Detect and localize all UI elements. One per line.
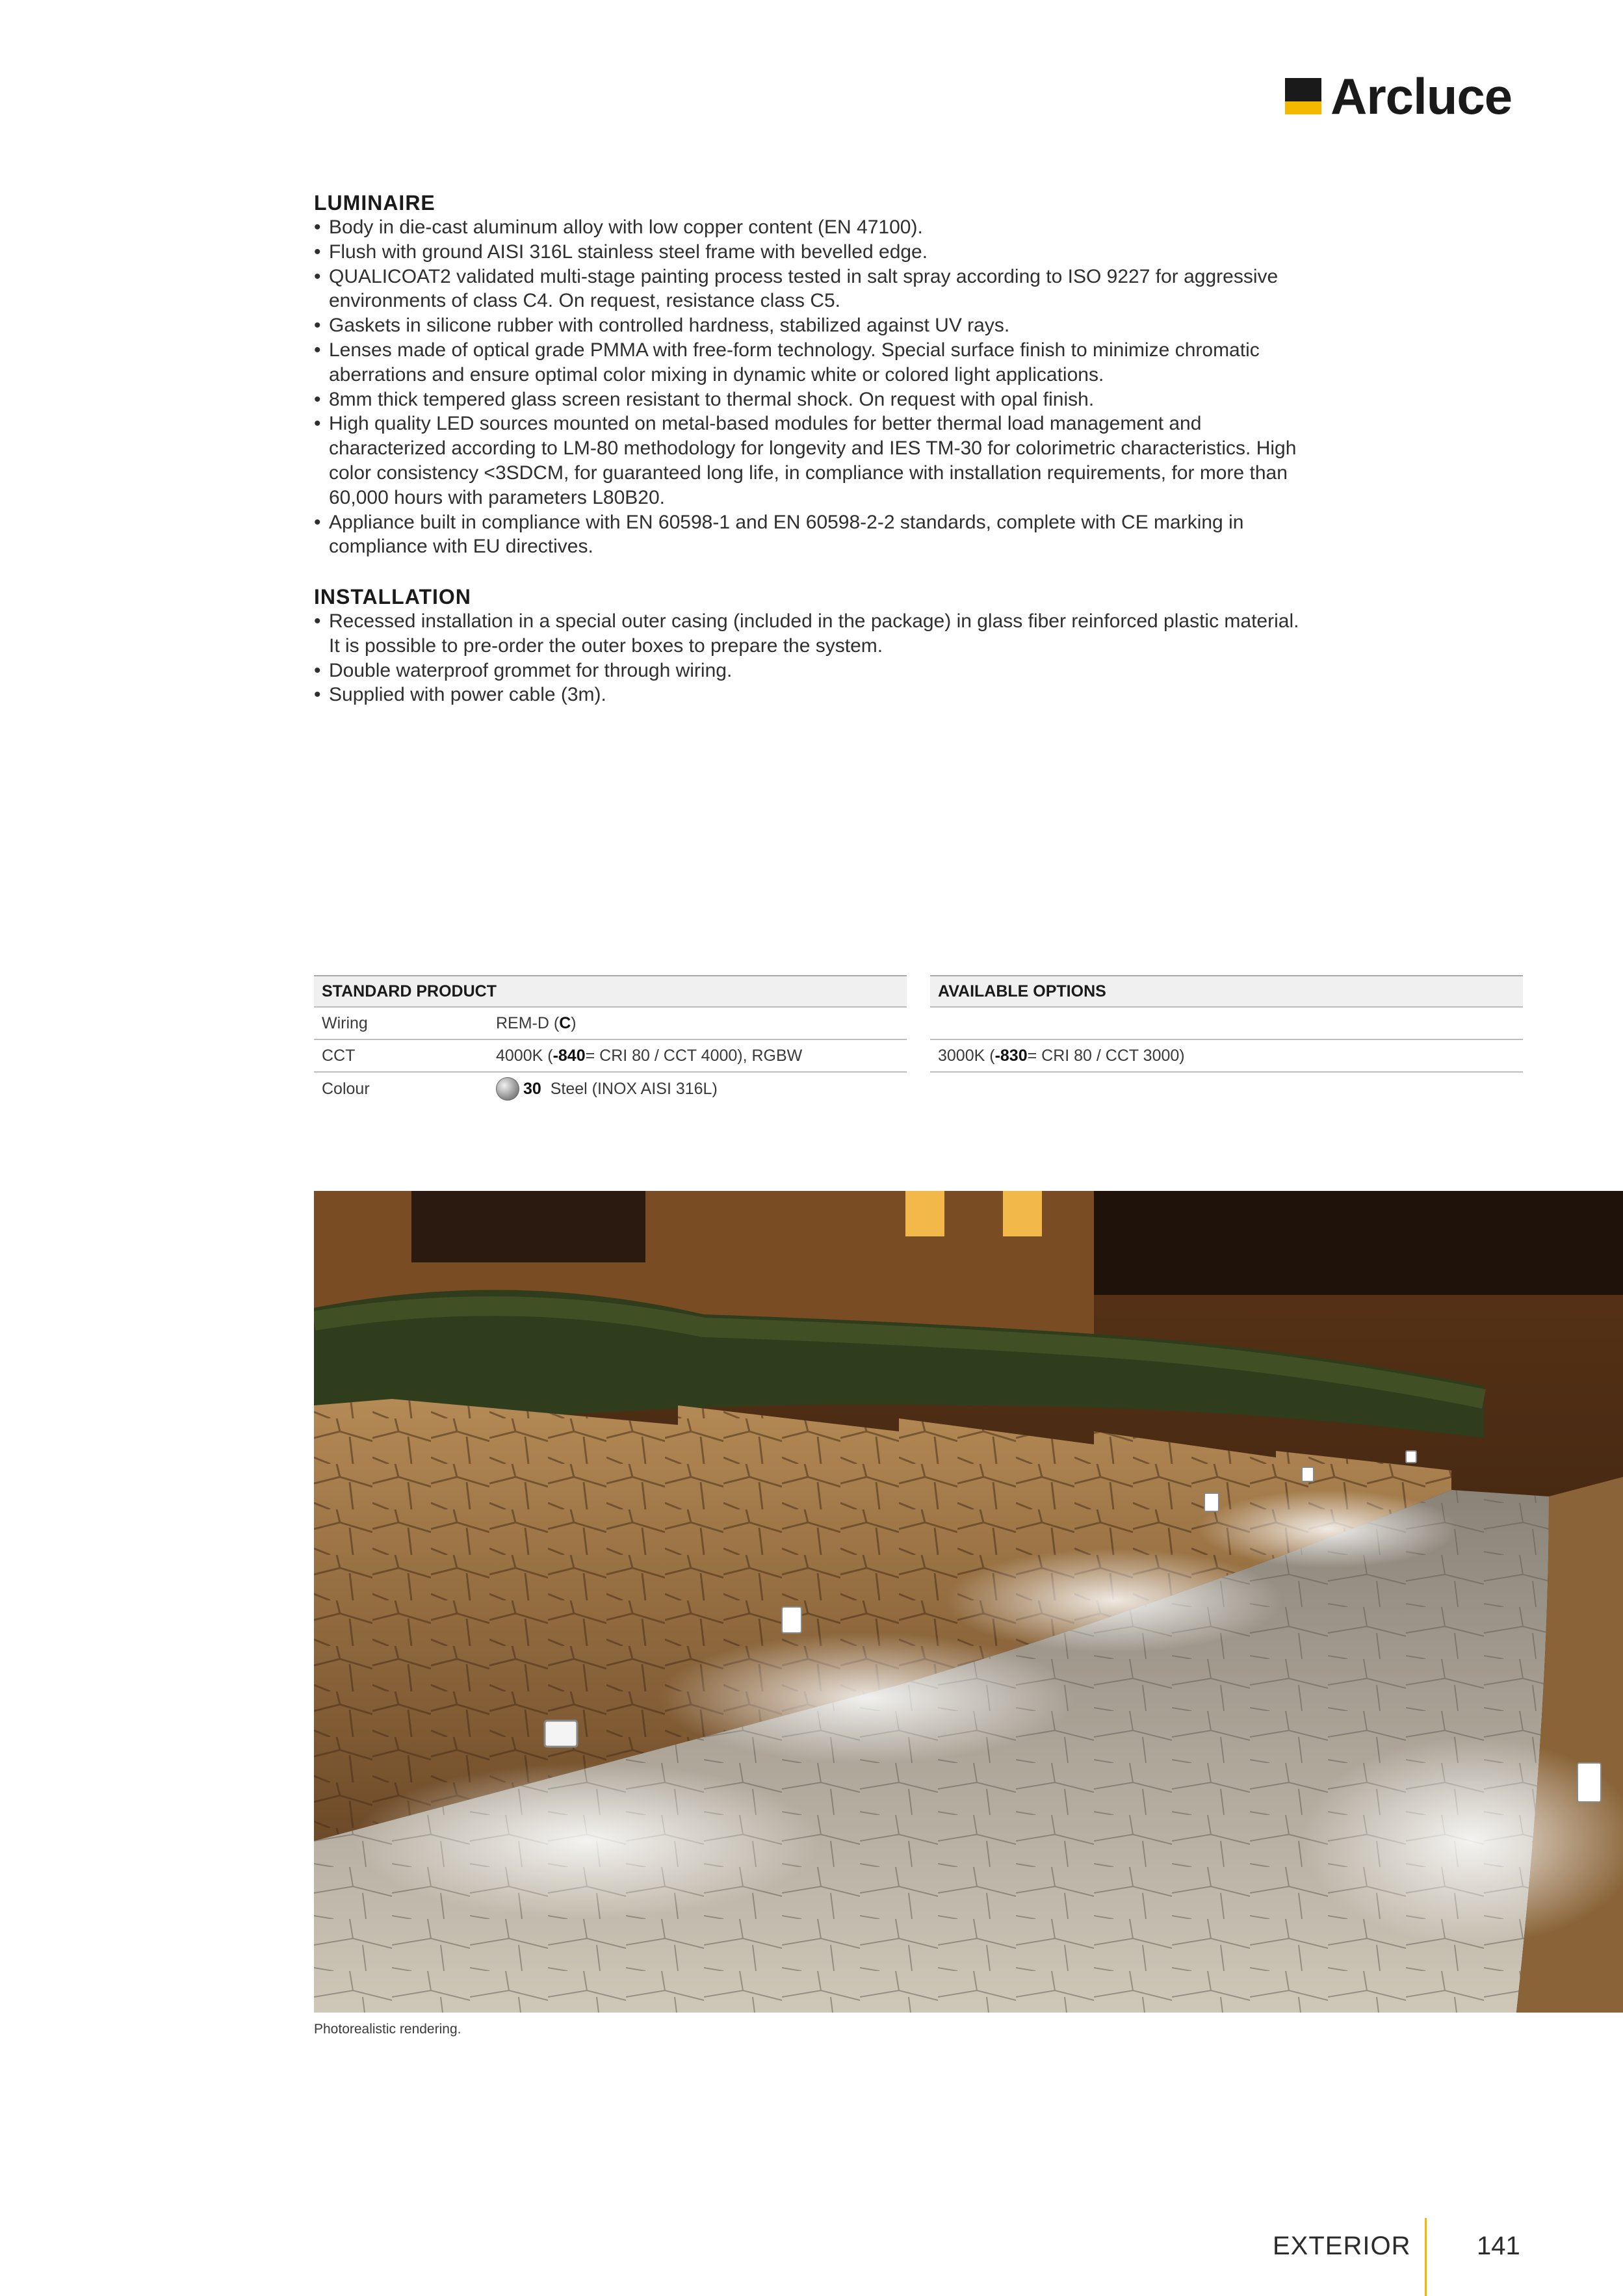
brand-logo (1285, 68, 1513, 125)
cct-value: 4000K ( -840 = CRI 80 / CCT 4000), RGBW (496, 1046, 803, 1065)
available-options-table (930, 975, 1523, 1073)
installation-list (314, 609, 1315, 707)
list-item: • High quality LED sources mounted on metal-based modules for better thermal load management and characterized according to LM-80 methodology for longevity and IES TM-30 for colorimetric characteristics. High color consistency <3SDCM, for guaranteed long life, in compliance with installation requirements, for more than 60,000 hours with parameters L80B20. (314, 413, 1297, 508)
list-item: • QUALICOAT2 validated multi-stage painting process tested in salt spray according to ISO 9227 for aggressive environments of class C4. On request, resistance class C5. (314, 265, 1279, 312)
luminaire-section (314, 190, 1315, 559)
colour-swatch-icon (496, 1077, 519, 1101)
wiring-value: REM-D ( C ) (496, 1013, 577, 1032)
luminaire-heading: LUMINAIRE (314, 191, 435, 215)
product-photo (314, 1191, 1623, 2013)
table-row (314, 1073, 907, 1105)
list-item: • Gaskets in silicone rubber with controlled hardness, stabilized against UV rays. (314, 315, 1010, 337)
logo-mark-icon (1285, 78, 1321, 114)
option-cct-value: 3000K ( -830 = CRI 80 / CCT 3000) (938, 1046, 1185, 1065)
luminaire-list (314, 215, 1315, 559)
photo-caption: Photorealistic rendering. (314, 2022, 461, 2037)
list-item: • Lenses made of optical grade PMMA with free-form technology. Special surface finish to minimize chromatic aberrations and ensure optimal color mixing in dynamic white or colored light applications. (314, 339, 1260, 385)
cct-label: CCT (322, 1046, 356, 1065)
list-item: • Recessed installation in a special outer casing (included in the package) in glass fiber reinforced plastic material. It is possible to pre-order the outer boxes to prepare the system. (314, 610, 1299, 657)
table-row (314, 1040, 907, 1073)
list-item: • Supplied with power cable (3m). (314, 684, 606, 706)
night-pathway-illustration (314, 1191, 1623, 2013)
colour-label: Colour (322, 1079, 370, 1098)
installation-heading: INSTALLATION (314, 585, 471, 608)
list-item: • Appliance built in compliance with EN 60598-1 and EN 60598-2-2 standards, complete with CE marking in compliance with EU directives. (314, 511, 1244, 558)
wiring-label: Wiring (322, 1013, 368, 1032)
installation-section (314, 584, 1315, 707)
list-item: • Double waterproof grommet for through wiring. (314, 659, 733, 681)
table-row (930, 1008, 1523, 1040)
list-item: • 8mm thick tempered glass screen resistant to thermal shock. On request with opal finish. (314, 388, 1095, 410)
brand-name: Arcluce (1331, 68, 1513, 125)
list-item: • Body in die-cast aluminum alloy with low copper content (EN 47100). (314, 216, 923, 238)
available-options-heading: AVAILABLE OPTIONS (930, 975, 1523, 1008)
standard-product-heading: STANDARD PRODUCT (314, 975, 907, 1008)
colour-value: 30 Steel (INOX AISI 316L) (496, 1077, 907, 1101)
footer-divider (1425, 2218, 1427, 2296)
standard-product-table (314, 975, 907, 1105)
page-number: 141 (1477, 2232, 1520, 2260)
table-row (930, 1040, 1523, 1073)
table-row (314, 1008, 907, 1040)
list-item: • Flush with ground AISI 316L stainless steel frame with bevelled edge. (314, 241, 928, 263)
footer-section-label: EXTERIOR (1273, 2232, 1411, 2260)
